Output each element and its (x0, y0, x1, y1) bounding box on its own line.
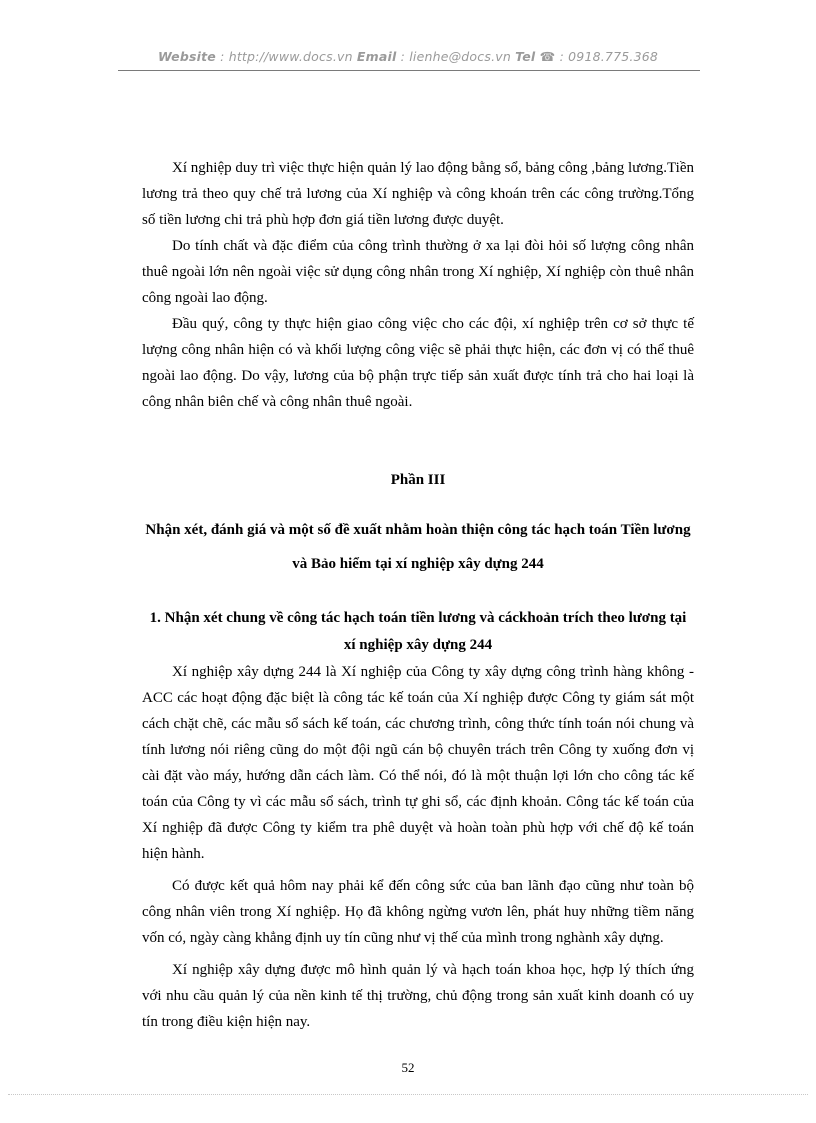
tel-label: Tel (515, 49, 536, 64)
email-value: : lienhe@docs.vn (396, 49, 516, 64)
body-paragraph: Xí nghiệp xây dựng 244 là Xí nghiệp của Công ty xây dựng công trình hàng không - ACC các hoạt động đặc biệt là công tác kế toán của Xí nghiệp được Công ty giám sát một cách chặt chẽ, các mẫu sổ sách kế toán, các chương trình, công thức tính toán nói chung và tính lương nói riêng cũng do một đội ngũ cán bộ chuyên trách trên Công ty xuống đơn vị cài đặt vào máy, hướng dẫn cách làm. Có thể nói, đó là một thuận lợi lớn cho công tác kế toán của Công ty vì các mẫu sổ sách, trình tự ghi sổ, các định khoản. Công tác kế toán của Xí nghiệp đã được Công ty kiểm tra phê duyệt và hoàn toàn phù hợp với chế độ kế toán hiện hành. (142, 664, 694, 862)
section-heading: 1. Nhận xét chung về công tác hạch toán tiền lương và cáckhoản trích theo lương tại xí nghiệp xây dựng 244 (149, 610, 687, 653)
body-paragraph: Do tính chất và đặc điểm của công trình thường ở xa lại đòi hỏi số lượng công nhân thuê ngoài lớn nên ngoài việc sử dụng công nhân trong Xí nghiệp, Xí nghiệp còn thuê nhân công ngoài lao động. (142, 238, 694, 306)
part-title: Phần III (390, 472, 446, 488)
body-paragraph: Đầu quý, công ty thực hiện giao công việc cho các đội, xí nghiệp trên cơ sở thực tế lượng công nhân hiện có và khối lượng công việc sẽ phải thực hiện, các đơn vị có thể thuê ngoài lao động. Do vậy, lương của bộ phận trực tiếp sản xuất được tính trả cho hai loại là công nhân biên chế và công nhân thuê ngoài. (142, 316, 694, 410)
header-divider (118, 70, 700, 71)
website-label: Website (157, 49, 216, 64)
page-bottom-border (8, 1094, 808, 1095)
page-header (118, 49, 698, 64)
phone-icon: ☎ (539, 49, 556, 64)
document-body (142, 155, 694, 1035)
page-number: 52 (401, 1060, 415, 1075)
website-value: : http://www.docs.vn (215, 49, 357, 64)
body-paragraph: Có được kết quả hôm nay phải kể đến công sức của ban lãnh đạo cũng như toàn bộ công nhân viên trong Xí nghiệp. Họ đã không ngừng vươn lên, phát huy những tiềm năng vốn có, ngày càng khẳng định uy tín cũng như vị thế của mình trong nghành xây dựng. (142, 878, 694, 946)
body-paragraph: Xí nghiệp xây dựng được mô hình quản lý và hạch toán khoa học, hợp lý thích ứng với nhu cầu quản lý của nền kinh tế thị trường, chủ động trong sản xuất kinh doanh có uy tín trong điều kiện hiện nay. (142, 962, 694, 1030)
tel-value: : 0918.775.368 (555, 49, 659, 64)
chapter-title: Nhận xét, đánh giá và một số đề xuất nhằm hoàn thiện công tác hạch toán Tiền lương và Bảo hiểm tại xí nghiệp xây dựng 244 (145, 522, 691, 572)
body-paragraph: Xí nghiệp duy trì việc thực hiện quản lý lao động bằng sổ, bảng công ,bảng lương.Tiền lương trả theo quy chế trả lương của Xí nghiệp và công khoán trên các công trường.Tổng số tiền lương chi trả phù hợp đơn giá tiền lương được duyệt. (142, 160, 694, 228)
email-label: Email (356, 49, 397, 64)
